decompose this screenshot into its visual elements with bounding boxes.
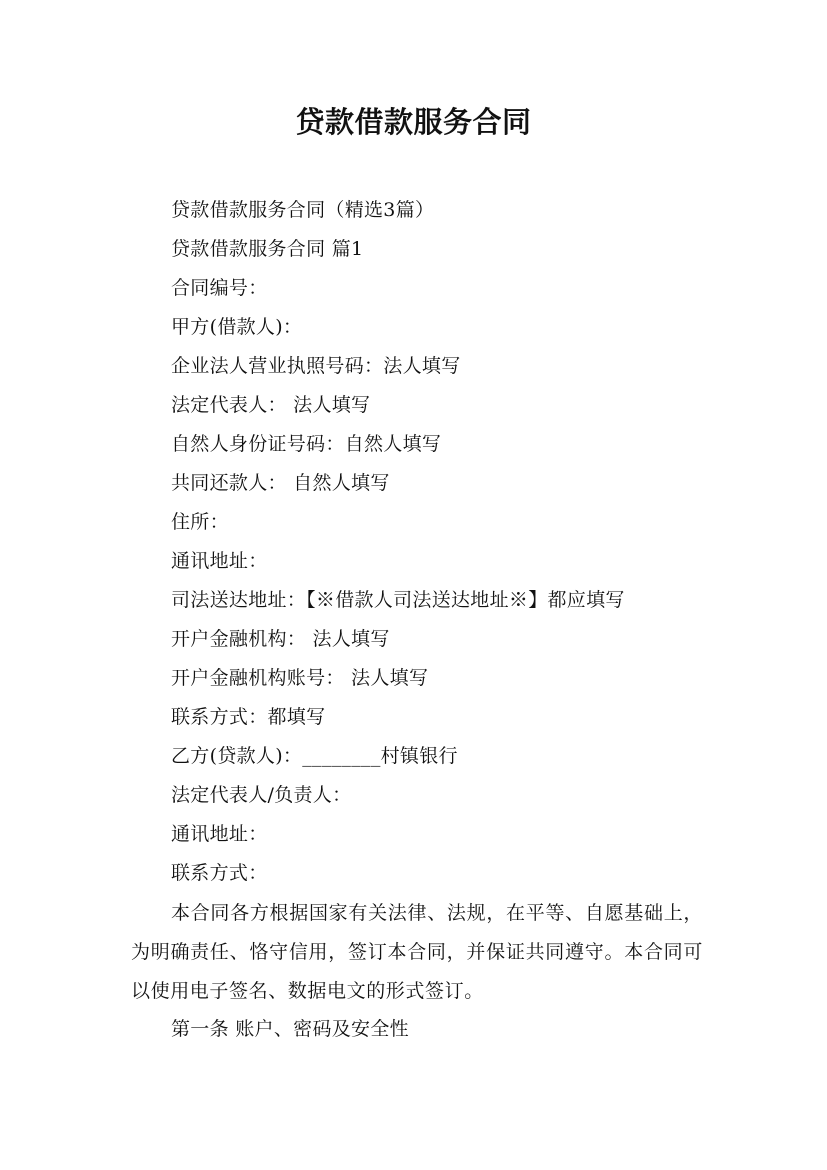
party-b-representative-line: 法定代表人/负责人： <box>171 784 352 806</box>
article-one-heading: 第一条 账户、密码及安全性 <box>171 1018 409 1040</box>
bank-line: 开户金融机构： 法人填写 <box>171 628 390 650</box>
document-title: 贷款借款服务合同 <box>295 105 532 139</box>
subtitle-line: 贷款借款服务合同（精选3篇） <box>171 199 435 221</box>
co-borrower-line: 共同还款人： 自然人填写 <box>171 472 390 494</box>
party-b-address-line: 通讯地址： <box>171 823 268 845</box>
mailing-address-line: 通讯地址： <box>171 550 268 572</box>
preamble-paragraph: 本合同各方根据国家有关法律、法规，在平等、自愿基础上，为明确责任、恪守信用，签订本合同，并保证共同遵守。本合同可以使用电子签名、数据电文的形式签订。 <box>131 902 703 1002</box>
contract-number-line: 合同编号： <box>171 277 268 299</box>
judicial-address-line: 司法送达地址：【※借款人司法送达地址※】都应填写 <box>171 589 625 611</box>
party-a-line: 甲方(借款人)： <box>171 316 303 338</box>
contact-line: 联系方式：都填写 <box>171 706 326 728</box>
bank-account-line: 开户金融机构账号： 法人填写 <box>171 667 429 689</box>
section-heading-line: 贷款借款服务合同 篇1 <box>171 238 364 260</box>
id-number-line: 自然人身份证号码：自然人填写 <box>171 433 442 455</box>
business-license-line: 企业法人营业执照号码：法人填写 <box>171 355 461 377</box>
residence-line: 住所： <box>171 511 229 533</box>
party-b-contact-line: 联系方式： <box>171 862 268 884</box>
party-b-line: 乙方(贷款人)：________村镇银行 <box>171 745 458 767</box>
legal-representative-line: 法定代表人： 法人填写 <box>171 394 371 416</box>
